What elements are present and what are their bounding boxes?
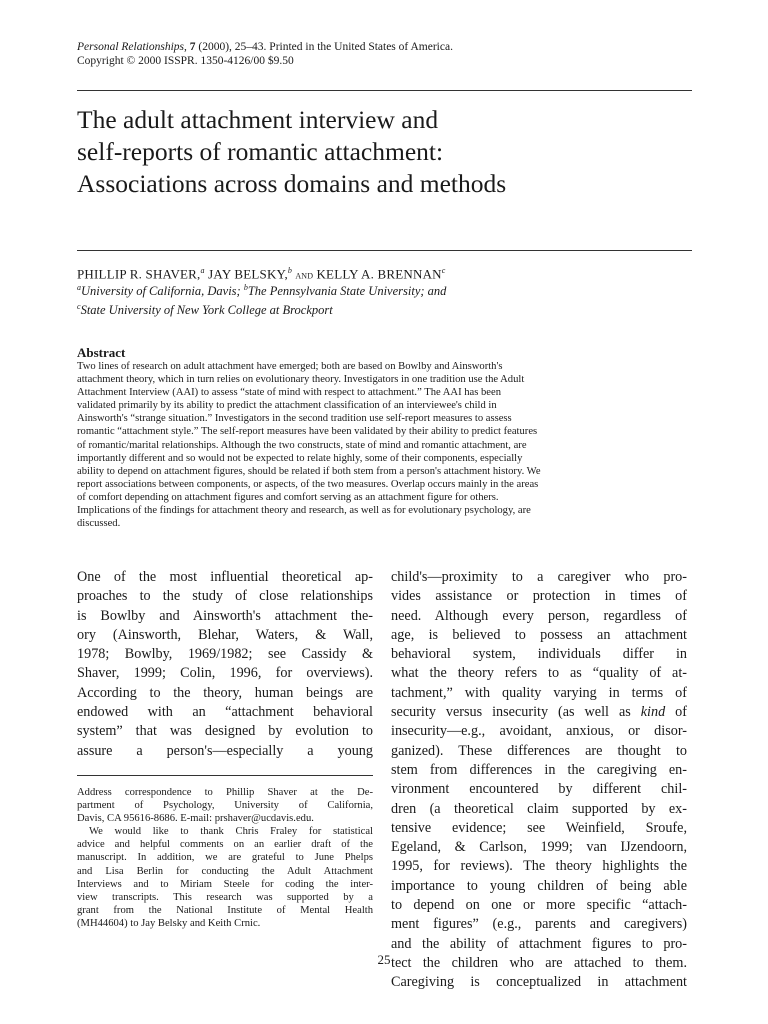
- footnote-line: Address correspondence to Phillip Shaver at the De-: [77, 787, 373, 798]
- abstract-line: Implications of the findings for attachment theory and research, as well as for evolutionary psychology, are: [77, 505, 531, 517]
- footnote-line: partment of Psychology, University of California,: [77, 800, 373, 812]
- footnote-line: grant from the National Institute of Mental Health: [77, 904, 373, 916]
- journal-name: Personal Relationships: [77, 41, 185, 53]
- body-line: importance to young children of being able: [391, 877, 687, 894]
- footnote-line: view transcripts. This research was supported by a: [77, 891, 373, 903]
- author-and: and: [292, 267, 317, 282]
- body-line: age, is believed to possess an attachment: [391, 626, 687, 643]
- body-line: endowed with an “attachment behavioral: [77, 704, 373, 721]
- abstract-line: validated primarily by its ability to predict the attachment classification of an interviewee's child in: [77, 400, 497, 412]
- footnote-line: and Lisa Berlin for conducting the Adult Attachment: [77, 865, 373, 877]
- abstract-line: report associations between components, or aspects, of the two measures. Overlap occurs mainly in the areas: [77, 478, 539, 490]
- footnote-line: manuscript. In addition, we are grateful to June Phelps: [77, 852, 373, 864]
- title-rule: [77, 250, 692, 251]
- article-title: [77, 104, 692, 200]
- footnote-rule: [77, 775, 373, 776]
- body-line: system” that was designed by evolution to: [77, 723, 373, 740]
- footnote-line: (MH44604) to Jay Belsky and Keith Crnic.: [77, 917, 261, 929]
- body-line: 1978; Bowlby, 1969/1982; see Cassidy &: [77, 646, 373, 663]
- abstract-line: importantly different and so would not be expected to relate highly, some of their components, especially: [77, 452, 523, 464]
- affil-text: University of California, Davis;: [81, 284, 244, 299]
- body-line: to depend on one or more specific “attach-: [391, 897, 687, 914]
- body-line: and the ability of attachment figures to pro-: [391, 935, 687, 952]
- footnote-line: We would like to thank Chris Fraley for statistical: [89, 826, 373, 838]
- affil-sup: a: [77, 283, 81, 292]
- body-text: of: [665, 704, 687, 721]
- affil-sup: c: [77, 302, 81, 312]
- journal-volume: 7: [189, 41, 196, 53]
- title-line: The adult attachment interview and: [77, 105, 439, 134]
- affiliation-line: [77, 299, 692, 318]
- footnote-line: advice and helpful comments on an earlier draft of the: [77, 839, 373, 851]
- affiliation-line: [77, 280, 692, 299]
- body-line: tensive evidence; see Weinfield, Sroufe,: [391, 819, 687, 836]
- body-line: tect the children who are attached to them.: [391, 954, 687, 971]
- body-line: proaches to the study of close relationships: [77, 588, 373, 605]
- footnote-line: Davis, CA 95616-8686. E-mail: prshaver@ucdavis.edu.: [77, 813, 314, 825]
- affil-text: The Pennsylvania State University; and: [247, 284, 447, 299]
- body-line: dren (a theoretical claim supported by ex-: [391, 800, 687, 817]
- body-line: According to the theory, human beings are: [77, 684, 373, 701]
- citation-rest: (2000), 25–43. Printed in the United States of America.: [195, 41, 453, 53]
- footnote: [77, 786, 373, 930]
- body-line: Caregiving is conceptualized in attachment: [391, 974, 687, 991]
- body-line: [391, 703, 687, 722]
- body-line: 1995, for reviews). The theory highlights the: [391, 858, 687, 875]
- body-column-left: [77, 568, 373, 761]
- affil-sup: b: [243, 283, 248, 292]
- author-name: PHILLIP R. SHAVER,: [77, 266, 201, 282]
- author-name: KELLY A. BRENNAN: [316, 266, 442, 282]
- abstract-line: Ainsworth's “strange situation.” Investigators in the second tradition use self-report measures to assess: [77, 413, 512, 425]
- copyright-line: Copyright © 2000 ISSPR. 1350-4126/00 $9.50: [77, 55, 294, 67]
- abstract-line: ability to depend on attachment figures, should be related if both stem from a person's attachment history. We: [77, 465, 541, 477]
- body-line: stem from differences in the caregiving en-: [391, 761, 687, 778]
- abstract-heading: Abstract: [77, 345, 126, 360]
- author-name: JAY BELSKY,: [204, 266, 288, 282]
- body-line: Shaver, 1999; Colin, 1996, for overviews).: [77, 665, 373, 682]
- abstract-line: discussed.: [77, 518, 121, 530]
- body-line: ment figures” (e.g., parents and caregivers): [391, 916, 687, 933]
- abstract-line: of romantic/marital relationships. Although the two constructs, state of mind and romantic attachment, are: [77, 439, 527, 451]
- title-line: self-reports of romantic attachment:: [77, 137, 444, 166]
- header-rule: [77, 90, 692, 91]
- body-line: insecurity—e.g., avoidant, anxious, or disor-: [391, 723, 687, 740]
- abstract-line: of comfort depending on attachment figures and comfort serving as an attachment figure for others.: [77, 491, 499, 503]
- body-line: Egeland, & Carlson, 1999; van IJzendoorn,: [391, 839, 687, 856]
- body-line: what the theory refers to as “quality of at-: [391, 665, 687, 682]
- abstract-line: Two lines of research on adult attachment have emerged; both are based on Bowlby and Ainsworth's: [77, 361, 503, 372]
- affiliations: [77, 280, 692, 318]
- body-line: vironment encountered by different chil-: [391, 781, 687, 798]
- affil-text: State University of New York College at Brockport: [80, 303, 333, 318]
- abstract-line: Attachment Interview (AAI) to assess “state of mind with respect to attachment.” The AAI has been: [77, 387, 502, 399]
- abstract-body: [77, 360, 692, 530]
- author-sup: a: [200, 266, 205, 275]
- body-line: need. Although every person, regardless of: [391, 607, 687, 624]
- body-line: is Bowlby and Ainsworth's attachment the-: [77, 607, 373, 624]
- journal-header: [77, 40, 692, 68]
- body-line: ganized). These differences are thought to: [391, 742, 687, 759]
- body-column-right: [391, 568, 687, 993]
- title-line: Associations across domains and methods: [77, 169, 507, 198]
- body-text: security versus insecurity (as well as: [391, 704, 641, 721]
- abstract-line: romantic “attachment style.” The self-report measures have been validated by their ability to predict features: [77, 426, 538, 438]
- body-line: ory (Ainsworth, Blehar, Waters, & Wall,: [77, 626, 373, 643]
- abstract-line: attachment theory, which in turn relies on evolutionary theory. Investigators in one tradition use the Adult: [77, 374, 525, 386]
- body-line: assure a person's—especially a young: [77, 742, 373, 759]
- body-line: vides assistance or protection in times of: [391, 588, 687, 605]
- author-sup: c: [441, 266, 446, 275]
- page-number: 25: [377, 952, 391, 967]
- author-sup: b: [287, 266, 293, 275]
- body-line: tachment,” with quality varying in terms of: [391, 684, 687, 701]
- body-line: behavioral system, individuals differ in: [391, 646, 687, 663]
- citation-line: Personal Relationships, 7 (2000), 25–43. Printed in the United States of America.: [77, 41, 453, 53]
- body-emphasis: kind: [640, 704, 666, 721]
- footnote-line: Interviews and to Miriam Steele for coding the inter-: [77, 878, 373, 890]
- body-line: child's—proximity to a caregiver who pro-: [391, 569, 687, 585]
- body-line: One of the most influential theoretical ap-: [77, 569, 373, 585]
